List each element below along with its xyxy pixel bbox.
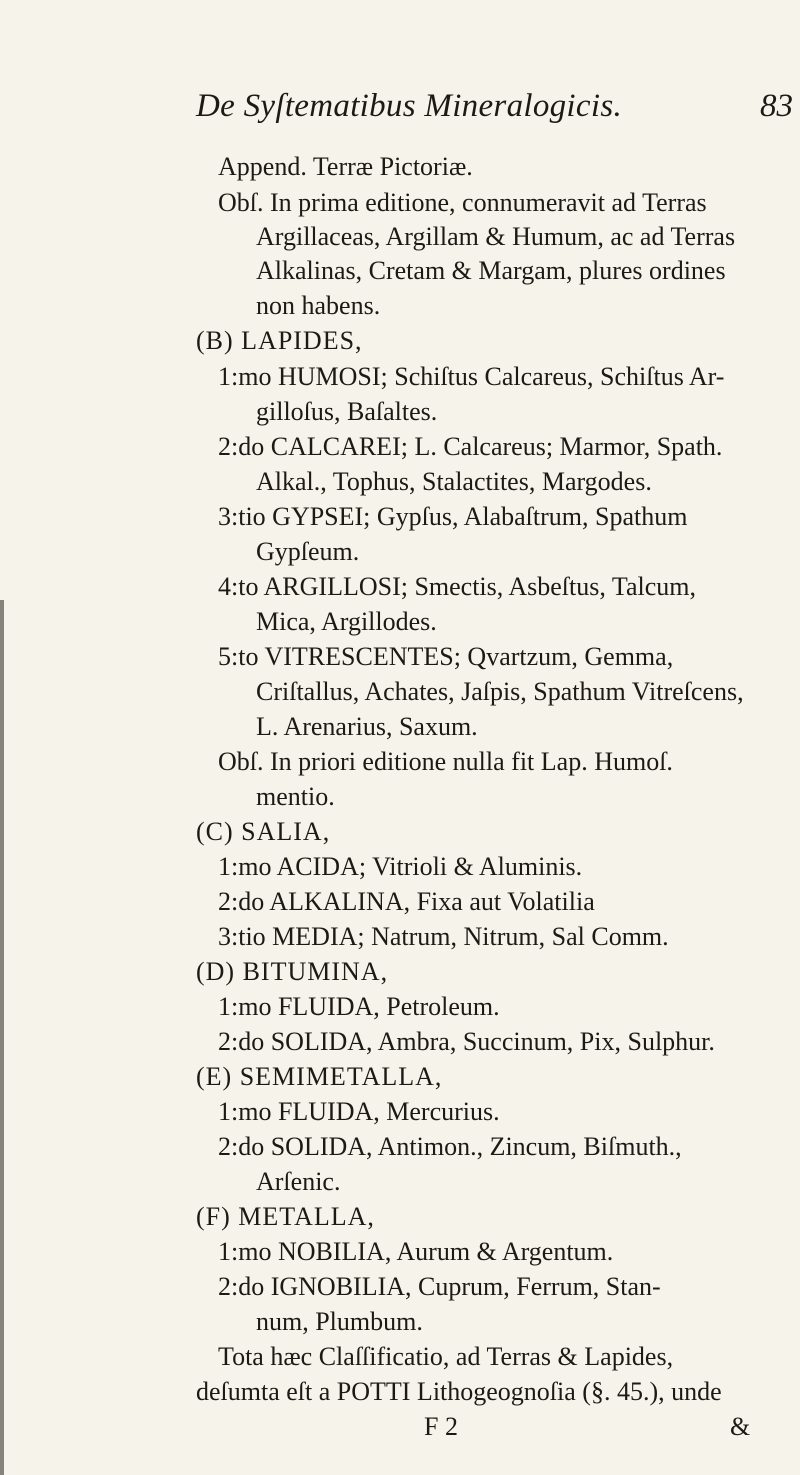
text-line: 1:mo FLUIDA, Petroleum. <box>218 992 500 1021</box>
text-line: Arſenic. <box>256 1167 341 1196</box>
text-line: 1:mo FLUIDA, Mercurius. <box>218 1097 500 1126</box>
text-line: 1:mo NOBILIA, Aurum & Argentum. <box>218 1237 614 1266</box>
running-title: De Syſtematibus Mineralogicis. <box>196 88 623 124</box>
text-line: Alkal., Tophus, Stalactites, Margodes. <box>256 467 652 496</box>
text-line: 2:do IGNOBILIA, Cuprum, Ferrum, Stan- <box>218 1272 661 1301</box>
text-line: Gypſeum. <box>256 537 360 566</box>
page-edge-shadow <box>0 600 4 1475</box>
text-line: Mica, Argillodes. <box>256 607 437 636</box>
section-heading: (F) METALLA, <box>196 1202 375 1231</box>
running-header <box>196 88 793 138</box>
text-line: 1:mo HUMOSI; Schiſtus Calcareus, Schiſtus Ar- <box>218 362 725 391</box>
text-line: 1:mo ACIDA; Vitrioli & Aluminis. <box>218 852 583 881</box>
signature-mark: F 2 <box>424 1412 458 1441</box>
text-line: Alkalinas, Cretam & Margam, plures ordines <box>256 256 726 285</box>
catchword: & <box>730 1412 751 1441</box>
text-line: Argillaceas, Argillam & Humum, ac ad Terras <box>256 222 736 251</box>
text-line: 3:tio GYPSEI; Gypſus, Alabaſtrum, Spathum <box>218 502 688 531</box>
text-line: 2:do CALCAREI; L. Calcareus; Marmor, Spath. <box>218 432 723 461</box>
section-heading: (B) LAPIDES, <box>196 326 363 355</box>
text-line: Criſtallus, Achates, Jaſpis, Spathum Vitreſcens, <box>256 677 744 706</box>
text-line: 2:do SOLIDA, Ambra, Succinum, Pix, Sulphur. <box>218 1027 715 1056</box>
text-line: Tota hæc Claſſificatio, ad Terras & Lapides, <box>218 1342 674 1371</box>
text-line: non habens. <box>256 291 381 320</box>
text-line: Append. Terræ Pictoriæ. <box>218 152 473 181</box>
text-line: gilloſus, Baſaltes. <box>256 397 438 426</box>
text-line: 3:tio MEDIA; Natrum, Nitrum, Sal Comm. <box>218 922 669 951</box>
section-heading: (E) SEMIMETALLA, <box>196 1062 443 1091</box>
text-line: num, Plumbum. <box>256 1307 423 1336</box>
text-line: 2:do ALKALINA, Fixa aut Volatilia <box>218 887 595 916</box>
text-line: 2:do SOLIDA, Antimon., Zincum, Biſmuth., <box>218 1132 682 1161</box>
text-line: mentio. <box>256 782 335 811</box>
text-line: 5:to VITRESCENTES; Qvartzum, Gemma, <box>218 642 674 671</box>
section-heading: (D) BITUMINA, <box>196 957 389 986</box>
section-heading: (C) SALIA, <box>196 817 331 846</box>
text-line: Obſ. In priori editione nulla fit Lap. Humoſ. <box>218 747 673 776</box>
text-line: deſumta eſt a POTTI Lithogeognoſia (§. 45.), unde <box>196 1377 722 1406</box>
text-line: Obſ. In prima editione, connumeravit ad Terras <box>218 188 707 217</box>
text-line: 4:to ARGILLOSI; Smectis, Asbeſtus, Talcum, <box>218 572 696 601</box>
text-line: L. Arenarius, Saxum. <box>256 712 478 741</box>
page-number: 83 <box>760 88 793 124</box>
